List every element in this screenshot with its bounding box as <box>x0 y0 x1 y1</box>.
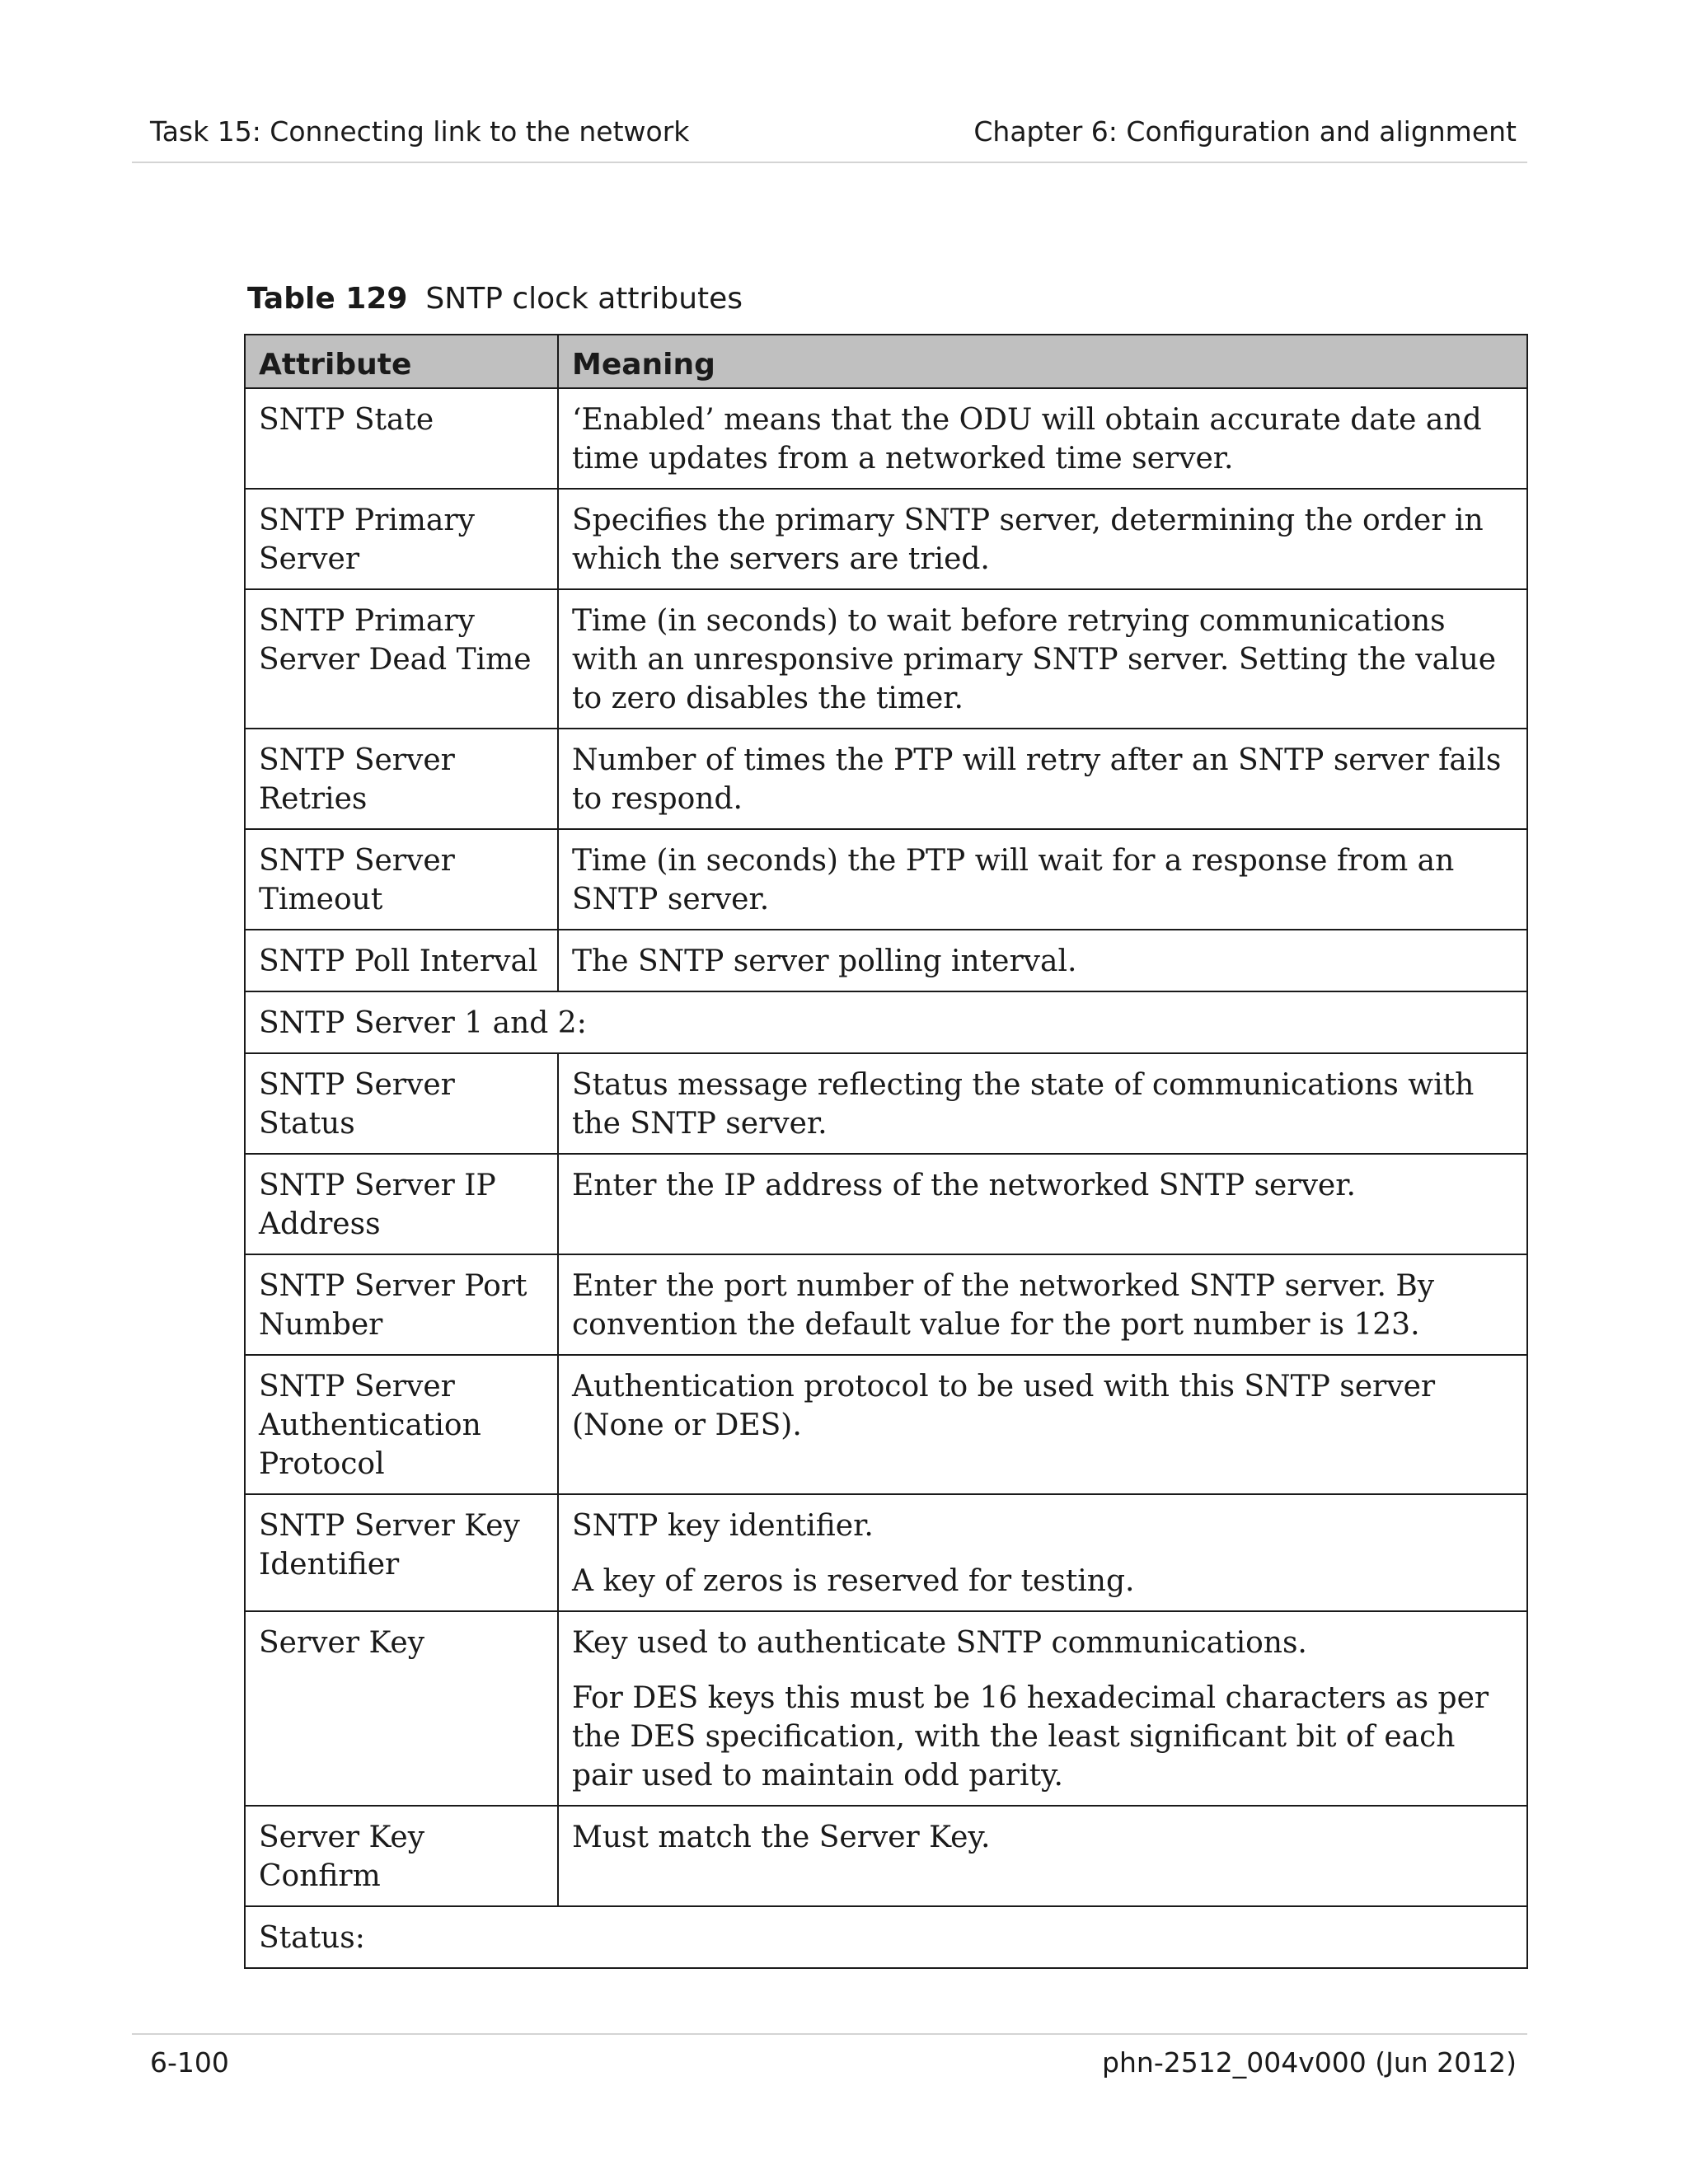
column-header-attribute: Attribute <box>245 335 558 388</box>
meaning-paragraph: SNTP key identifier. <box>572 1509 874 1543</box>
table-header-row <box>245 335 1527 388</box>
meaning-paragraph: Key used to authenticate SNTP communications. <box>572 1626 1307 1660</box>
meaning-paragraph: Status message reflecting the state of communications with the SNTP server. <box>572 1068 1475 1141</box>
table-row <box>245 1494 1527 1611</box>
table-number: Table 129 <box>247 282 408 316</box>
meaning-cell <box>558 489 1527 589</box>
meaning-paragraph: Time (in seconds) the PTP will wait for a response from an SNTP server. <box>572 844 1455 916</box>
meaning-paragraph: For DES keys this must be 16 hexadecimal characters as per the DES specification, with the least significant bit of each pair used to maintain odd parity. <box>572 1681 1489 1793</box>
page-number: 6-100 <box>150 2046 229 2079</box>
section-label: Status: <box>245 1906 1527 1968</box>
table-title: SNTP clock attributes <box>425 282 743 316</box>
footer-divider <box>132 2033 1527 2035</box>
table-body <box>245 388 1527 1968</box>
header-divider <box>132 162 1527 163</box>
table-row <box>245 829 1527 930</box>
attribute-cell: SNTP Primary Server <box>245 489 558 589</box>
attribute-cell: SNTP State <box>245 388 558 489</box>
meaning-cell <box>558 729 1527 829</box>
attribute-cell: SNTP Server Key Identifier <box>245 1494 558 1611</box>
table-row <box>245 930 1527 991</box>
meaning-cell <box>558 1254 1527 1355</box>
table-row <box>245 1355 1527 1494</box>
document-id: phn-2512_004v000 (Jun 2012) <box>1102 2046 1517 2079</box>
meaning-cell <box>558 388 1527 489</box>
meaning-cell <box>558 1053 1527 1154</box>
attribute-cell: SNTP Primary Server Dead Time <box>245 589 558 729</box>
table-section-row <box>245 1906 1527 1968</box>
meaning-paragraph: ‘Enabled’ means that the ODU will obtain accurate date and time updates from a networked time server. <box>572 403 1482 476</box>
section-label: SNTP Server 1 and 2: <box>245 991 1527 1053</box>
meaning-paragraph: Time (in seconds) to wait before retrying communications with an unresponsive primary SNTP server. Setting the value to zero disables the timer. <box>572 604 1497 715</box>
meaning-paragraph: Number of times the PTP will retry after an SNTP server fails to respond. <box>572 743 1502 816</box>
meaning-cell <box>558 1494 1527 1611</box>
meaning-cell <box>558 1355 1527 1494</box>
meaning-cell <box>558 829 1527 930</box>
table-row <box>245 1053 1527 1154</box>
meaning-paragraph: Authentication protocol to be used with this SNTP server (None or DES). <box>572 1370 1436 1442</box>
running-header <box>132 107 1517 157</box>
meaning-cell <box>558 1806 1527 1906</box>
meaning-paragraph: The SNTP server polling interval. <box>572 944 1077 978</box>
meaning-cell <box>558 1154 1527 1254</box>
table-row <box>245 388 1527 489</box>
attribute-cell: SNTP Server Status <box>245 1053 558 1154</box>
attribute-cell: SNTP Server Port Number <box>245 1254 558 1355</box>
table-row <box>245 589 1527 729</box>
attribute-cell: Server Key Confirm <box>245 1806 558 1906</box>
running-footer <box>132 2040 1517 2089</box>
meaning-paragraph: Specifies the primary SNTP server, determining the order in which the servers are tried. <box>572 504 1484 576</box>
attribute-cell: SNTP Server Authentication Protocol <box>245 1355 558 1494</box>
meaning-paragraph: A key of zeros is reserved for testing. <box>572 1564 1135 1598</box>
table-section-row <box>245 991 1527 1053</box>
meaning-paragraph: Enter the IP address of the networked SNTP server. <box>572 1169 1356 1202</box>
sntp-attributes-table <box>244 334 1528 1969</box>
meaning-cell <box>558 930 1527 991</box>
header-section-title: Task 15: Connecting link to the network <box>150 115 690 148</box>
attribute-cell: SNTP Server Timeout <box>245 829 558 930</box>
table-caption <box>247 282 743 316</box>
table-row <box>245 1611 1527 1806</box>
attribute-cell: SNTP Server Retries <box>245 729 558 829</box>
column-header-meaning: Meaning <box>558 335 1527 388</box>
attribute-cell: SNTP Poll Interval <box>245 930 558 991</box>
table-row <box>245 489 1527 589</box>
table-row <box>245 729 1527 829</box>
attribute-cell: SNTP Server IP Address <box>245 1154 558 1254</box>
table-row <box>245 1254 1527 1355</box>
meaning-cell <box>558 589 1527 729</box>
table-row <box>245 1806 1527 1906</box>
meaning-paragraph: Must match the Server Key. <box>572 1821 991 1854</box>
attribute-cell: Server Key <box>245 1611 558 1806</box>
header-chapter-title: Chapter 6: Configuration and alignment <box>973 115 1517 148</box>
meaning-paragraph: Enter the port number of the networked SNTP server. By convention the default value for the port number is 123. <box>572 1269 1435 1342</box>
meaning-cell <box>558 1611 1527 1806</box>
table-row <box>245 1154 1527 1254</box>
